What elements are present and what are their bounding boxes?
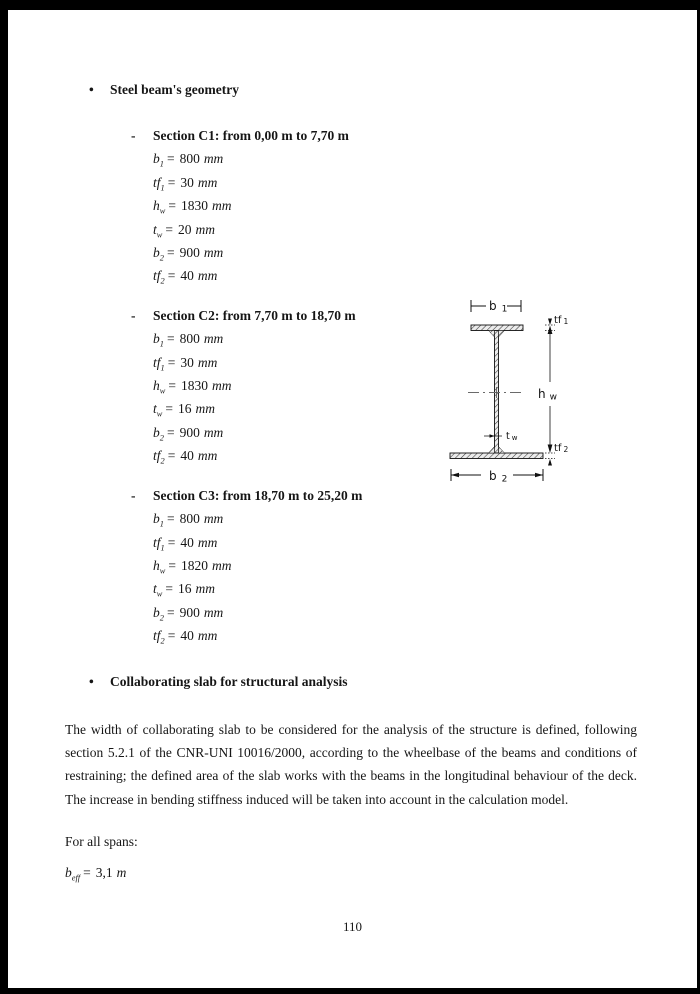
param-unit: mm: [203, 331, 224, 347]
param-value: 40: [180, 268, 194, 284]
tf1-label: tf 1: [554, 315, 569, 326]
param-value: 40: [180, 534, 194, 550]
param-value: 20: [177, 221, 192, 237]
equals-sign: =: [166, 424, 175, 440]
dash-marker: -: [131, 487, 136, 503]
tf2-label: tf 2: [554, 443, 569, 454]
param-symbol: $b_2$: [153, 604, 164, 623]
section-block: [131, 304, 461, 468]
equals-sign: =: [166, 151, 175, 167]
bullet-icon: •: [89, 82, 94, 97]
dash-marker: -: [131, 307, 136, 323]
param-line: [153, 241, 461, 264]
equals-sign: =: [165, 221, 173, 237]
equals-sign: =: [166, 331, 175, 347]
body-paragraph: The width of collaborating slab to be considered for the analysis of the structure is defined, following section 5.2.1 of the CNR-UNI 10016/2000, according to the wheelbase of the beams and conditions of restraining; the defined area of the slab works with the beams in the longitudinal behaviour of the deck. The increase in bending stiffness induced will be taken into account in the calculation model.: [65, 722, 637, 807]
param-symbol: $h_w$: [153, 198, 166, 216]
bullet-icon: •: [89, 674, 94, 689]
heading-text: Steel beam's geometry: [110, 82, 239, 97]
param-unit: mm: [197, 628, 218, 644]
section-heading: [131, 304, 461, 327]
heading-steel-beam-geometry: [89, 80, 239, 99]
param-unit: mm: [197, 268, 218, 284]
param-line: [153, 374, 461, 397]
top-flange: [471, 325, 523, 331]
param-symbol: $b_1$: [153, 511, 164, 529]
b1-label: b 1: [489, 299, 508, 315]
param-symbol: $tf_1$: [153, 174, 165, 193]
param-symbol: $t_w$: [153, 401, 163, 420]
param-value: 30: [180, 174, 194, 190]
param-unit: mm: [203, 511, 224, 527]
param-unit: mm: [195, 221, 215, 237]
param-symbol: $b_1$: [153, 331, 164, 349]
beff-value: 3,1: [95, 865, 113, 880]
b2-dimension: [451, 469, 543, 485]
tf1-dimension: [545, 315, 568, 331]
param-symbol: $b_2$: [153, 424, 164, 443]
beff-equation: [65, 863, 126, 883]
section-label: Section C3: from 18,70 m to 25,20 m: [153, 487, 363, 503]
param-line: [153, 351, 461, 374]
equals-sign: =: [165, 581, 173, 597]
param-line: [153, 624, 461, 647]
section-label: Section C2: from 7,70 m to 18,70 m: [153, 307, 356, 323]
hw-label: h w: [538, 387, 557, 403]
param-value: 40: [180, 448, 194, 464]
hw-dimension: [538, 326, 557, 454]
equals-sign: =: [166, 511, 175, 527]
param-symbol: $h_w$: [153, 557, 166, 576]
equals-sign: =: [168, 198, 176, 214]
equals-sign: =: [167, 448, 176, 464]
param-unit: mm: [197, 354, 218, 370]
param-unit: mm: [195, 581, 215, 597]
param-unit: mm: [197, 534, 218, 550]
param-line: [153, 218, 461, 241]
param-unit: mm: [203, 424, 224, 440]
b1-dimension: [471, 299, 521, 315]
param-value: 1830: [180, 378, 208, 394]
param-value: 1830: [180, 198, 208, 214]
param-symbol: $b_2$: [153, 245, 164, 263]
param-symbol: $h_w$: [153, 378, 166, 396]
tw-label: t w: [506, 431, 518, 442]
section-block: [131, 484, 461, 648]
param-symbol: $tf_1$: [153, 354, 165, 373]
equals-sign: =: [167, 268, 176, 284]
param-line: [153, 327, 461, 350]
param-unit: mm: [197, 174, 218, 190]
param-symbol: $tf_1$: [153, 534, 165, 553]
param-unit: mm: [203, 151, 224, 167]
beff-unit: m: [116, 865, 127, 880]
param-value: 800: [179, 151, 200, 167]
bottom-flange: [450, 453, 543, 459]
param-symbol: $tf_2$: [153, 268, 165, 287]
param-line: [153, 554, 461, 577]
section-block: [131, 124, 461, 288]
param-line: [153, 421, 461, 444]
equals-sign: =: [166, 604, 175, 620]
equals-sign: =: [83, 865, 91, 880]
param-value: 900: [179, 424, 200, 440]
param-line: [153, 171, 461, 194]
param-line: [153, 194, 461, 217]
param-value: 900: [179, 604, 200, 620]
b2-label: b 2: [489, 469, 508, 485]
section-heading: [131, 484, 461, 507]
param-value: 30: [180, 354, 194, 370]
equals-sign: =: [165, 401, 173, 417]
param-value: 1820: [180, 557, 208, 573]
param-line: [153, 397, 461, 420]
equals-sign: =: [166, 245, 175, 261]
param-line: [153, 444, 461, 467]
param-symbol: $tf_2$: [153, 448, 165, 466]
param-unit: mm: [197, 448, 218, 464]
spans-note: For all spans:: [65, 834, 138, 849]
param-line: [153, 147, 461, 170]
param-line: [153, 531, 461, 554]
param-unit: mm: [211, 198, 232, 214]
param-unit: mm: [211, 378, 232, 394]
param-symbol: $t_w$: [153, 221, 163, 240]
page-number: 110: [342, 919, 363, 934]
sections-list: [131, 124, 461, 664]
equals-sign: =: [167, 354, 176, 370]
param-unit: mm: [203, 604, 224, 620]
equals-sign: =: [167, 534, 176, 550]
heading-text: Collaborating slab for structural analysis: [110, 674, 348, 689]
param-unit: mm: [211, 557, 232, 573]
param-value: 16: [177, 581, 192, 597]
param-symbol: $b_1$: [153, 151, 164, 170]
section-heading: [131, 124, 461, 147]
section-label: Section C1: from 0,00 m to 7,70 m: [153, 128, 349, 143]
param-line: [153, 507, 461, 530]
param-line: [153, 577, 461, 600]
equals-sign: =: [168, 378, 176, 394]
heading-collaborating-slab: [89, 672, 348, 691]
param-value: 16: [177, 401, 192, 417]
equals-sign: =: [168, 557, 176, 573]
param-symbol: $t_w$: [153, 581, 163, 599]
param-value: 40: [180, 628, 194, 644]
dash-marker: -: [131, 128, 136, 143]
param-value: 900: [179, 245, 200, 261]
param-unit: mm: [195, 401, 215, 417]
param-value: 800: [179, 331, 200, 347]
equals-sign: =: [167, 174, 176, 190]
ibeam-cross-section-diagram: [440, 292, 590, 492]
param-line: [153, 264, 461, 287]
param-symbol: $tf_2$: [153, 628, 165, 646]
document-page: [8, 10, 697, 988]
equals-sign: =: [167, 628, 176, 644]
param-line: [153, 601, 461, 624]
beff-symbol: $b_{eff}$: [65, 865, 81, 883]
param-unit: mm: [203, 245, 224, 261]
tw-dimension: [484, 431, 518, 442]
param-value: 800: [179, 511, 200, 527]
